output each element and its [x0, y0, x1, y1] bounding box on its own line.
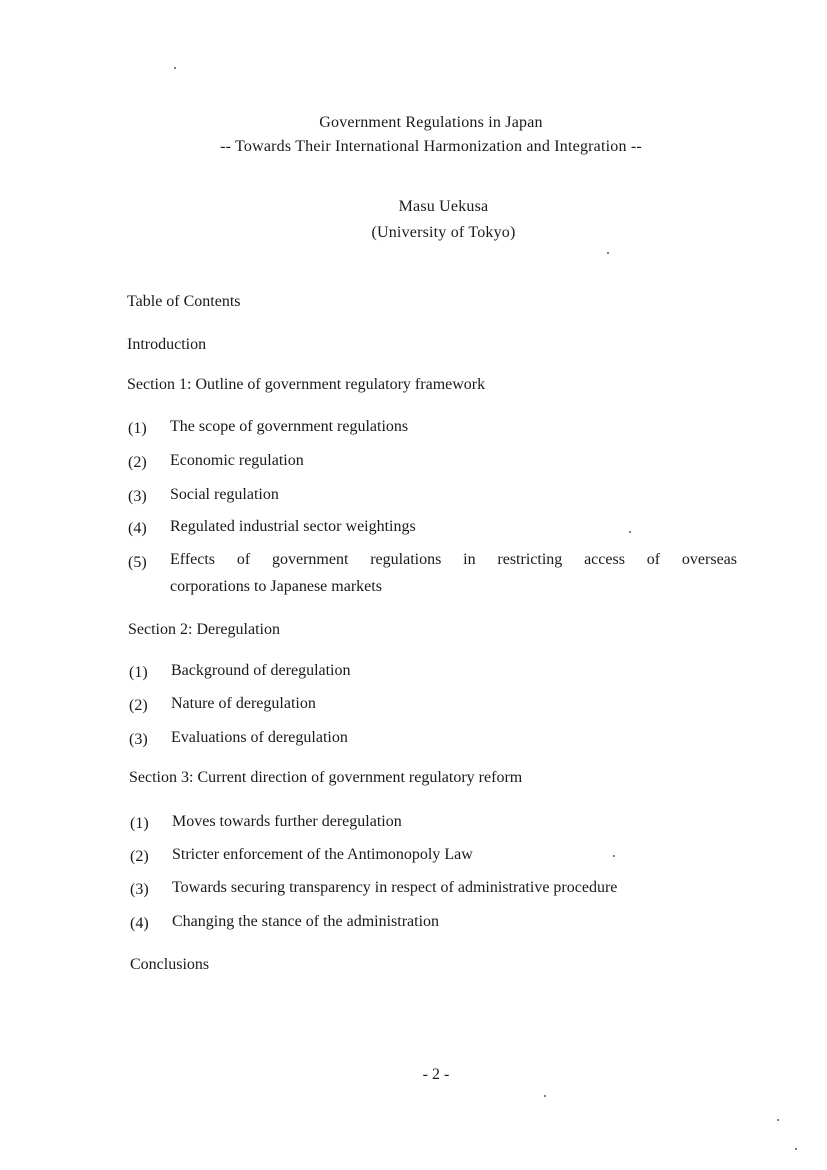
section1-item2-number: (2) [128, 454, 147, 471]
document-title: Government Regulations in Japan [319, 114, 543, 131]
section1-item1-number: (1) [128, 420, 147, 437]
section2-heading: Section 2: Deregulation [128, 621, 280, 638]
section3-item4-text: Changing the stance of the administration [172, 913, 440, 930]
section1-item3-number: (3) [128, 488, 147, 505]
scan-speck [629, 531, 631, 533]
section1-item5-number: (5) [128, 554, 147, 571]
document-subtitle: -- Towards Their International Harmonization and Integration -- [220, 138, 642, 155]
section1-item5-text-line1: Effects of government regulations in restricting access of overseas [170, 551, 737, 568]
section3-item3-text: Towards securing transparency in respect of administrative procedure [172, 879, 618, 896]
toc-conclusions: Conclusions [130, 956, 210, 973]
section2-item3-number: (3) [129, 731, 148, 748]
scan-speck [544, 1095, 546, 1097]
section2-item3-text: Evaluations of deregulation [171, 729, 348, 746]
section3-item3-number: (3) [130, 881, 149, 898]
section3-item2-number: (2) [130, 848, 149, 865]
scan-speck [174, 67, 176, 69]
author-affiliation: (University of Tokyo) [371, 224, 516, 241]
section3-item1-text: Moves towards further deregulation [172, 813, 402, 830]
section2-item1-number: (1) [129, 664, 148, 681]
scan-speck [607, 252, 609, 254]
section2-item2-number: (2) [129, 697, 148, 714]
scan-speck [613, 855, 615, 857]
section1-heading: Section 1: Outline of government regulatory framework [127, 376, 486, 393]
section1-item1-text: The scope of government regulations [170, 418, 409, 435]
section1-item2-text: Economic regulation [170, 452, 304, 469]
section3-item2-text: Stricter enforcement of the Antimonopoly Law [172, 846, 473, 863]
toc-introduction: Introduction [127, 336, 207, 353]
section1-item3-text: Social regulation [170, 486, 279, 503]
section3-item1-number: (1) [130, 815, 149, 832]
section1-item5-text-line2: corporations to Japanese markets [170, 578, 382, 595]
section2-item1-text: Background of deregulation [171, 662, 351, 679]
section3-heading: Section 3: Current direction of government regulatory reform [129, 769, 523, 786]
section3-item4-number: (4) [130, 915, 149, 932]
toc-heading: Table of Contents [127, 293, 241, 310]
section2-item2-text: Nature of deregulation [171, 695, 316, 712]
author-name: Masu Uekusa [398, 198, 489, 215]
page-number: - 2 - [422, 1066, 450, 1083]
section1-item4-number: (4) [128, 520, 147, 537]
scan-speck [795, 1148, 797, 1150]
scan-speck [777, 1119, 779, 1121]
section1-item4-text: Regulated industrial sector weightings [170, 518, 416, 535]
